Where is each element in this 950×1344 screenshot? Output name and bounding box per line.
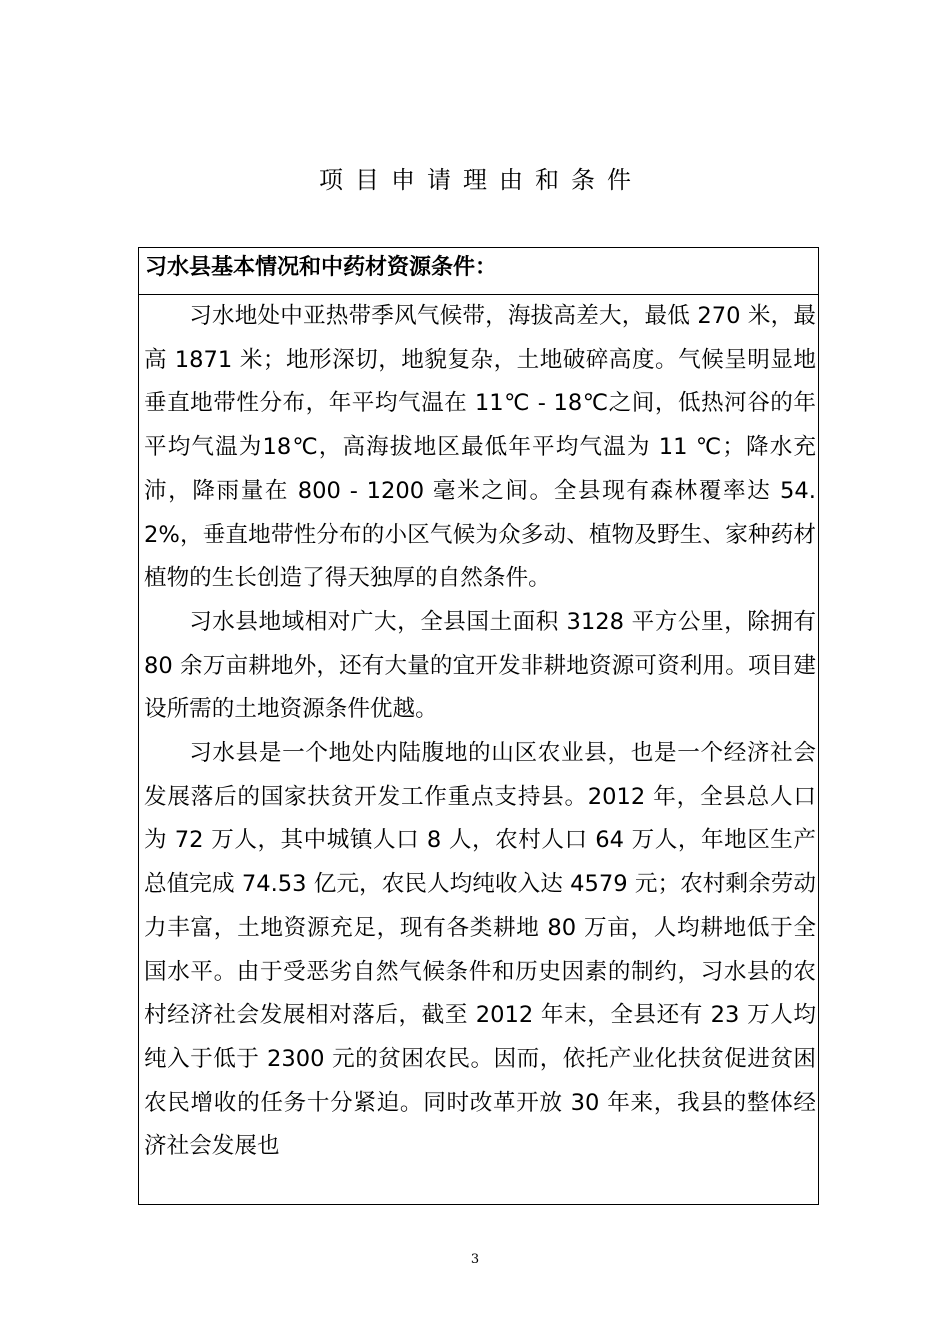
page-number: 3 <box>470 1252 480 1267</box>
content-box <box>138 247 819 1205</box>
paragraph-climate: 习水地处中亚热带季风气候带，海拔高差大，最低 270 米，最高 1871 米；地形深切，地貌复杂，土地破碎高度。气候呈明显地垂直地带性分布，年平均气温在 11℃ - 18℃之间，低热河谷的年平均气温为18℃，高海拔地区最低年平均气温为 11 ℃；降水充沛，降雨量在 800 - 1200 毫米之间。全县现有森林覆率达 54.2%，垂直地带性分布的小区气候为众多动、植物及野生、家种药材植物的生长创造了得天独厚的自然条件。 <box>144 303 816 592</box>
page-title: 项目申请理由和条件 <box>319 166 643 194</box>
section-heading: 习水县基本情况和中药材资源条件： <box>139 248 818 295</box>
paragraph-economy: 习水县是一个地处内陆腹地的山区农业县，也是一个经济社会发展落后的国家扶贫开发工作重点支持县。2012 年，全县总人口为 72 万人，其中城镇人口 8 人，农村人口 64 万人，年地区生产总值完成 74.53 亿元，农民人均纯收入达 4579 元；农村剩余劳动力丰富，土地资源充足，现有各类耕地 80 万亩，人均耕地低于全国水平。由于受恶劣自然气候条件和历史因素的制约，习水县的农村经济社会发展相对落后，截至 2012 年末，全县还有 23 万人均纯入于低于 2300 元的贫困农民。因而，依托产业化扶贫促进贫困农民增收的任务十分紧迫。同时改革开放 30 年来，我县的整体经济社会发展也 <box>144 740 816 1160</box>
section-body <box>139 295 818 1169</box>
paragraph-land: 习水县地域相对广大，全县国土面积 3128 平方公里，除拥有 80 余万亩耕地外，还有大量的宜开发非耕地资源可资利用。项目建设所需的土地资源条件优越。 <box>144 608 816 723</box>
